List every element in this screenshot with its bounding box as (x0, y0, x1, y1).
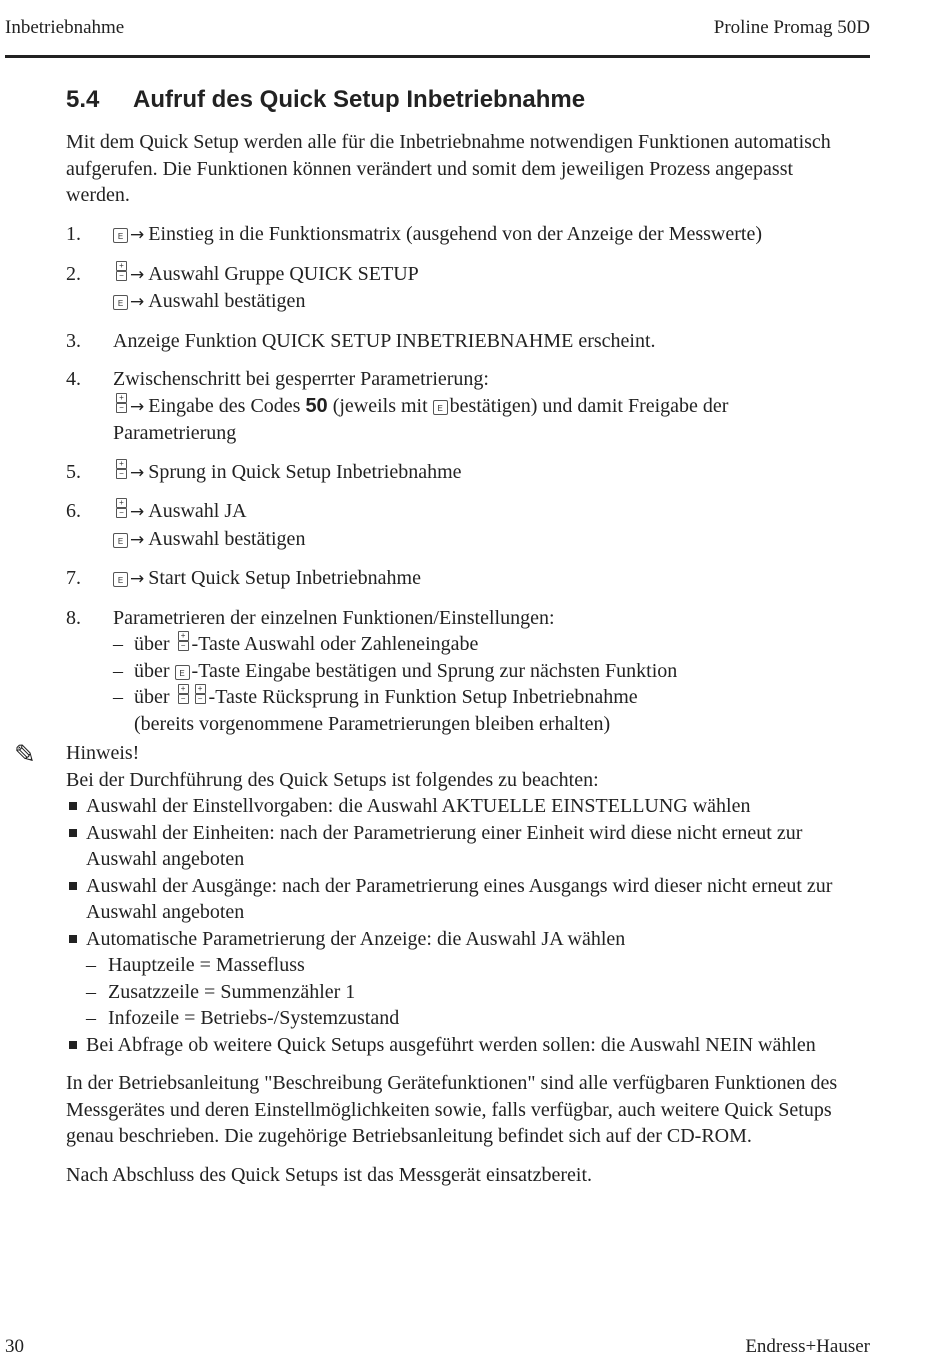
step-text: Auswahl JA (148, 500, 247, 522)
step-1 (66, 221, 876, 249)
step-number: 7. (66, 567, 81, 589)
enter-key-icon: E (113, 295, 128, 310)
intro-line: Mit dem Quick Setup werden alle für die Inbetriebnahme notwendigen Funktionen automatisch (66, 131, 831, 153)
step-sub-item: – über + − -Taste Auswahl oder Zahleneingabe (113, 631, 876, 658)
note-block (66, 740, 876, 793)
bullet-square-icon (69, 829, 77, 837)
enter-key-icon: E (113, 572, 128, 587)
list-item: Auswahl der Einheiten: nach der Parametrierung einer Einheit wird diese nicht erneut zur Auswahl angeboten (66, 820, 876, 873)
note-title: Hinweis! (66, 742, 140, 764)
page-number: 30 (5, 1336, 24, 1357)
esc-key-icon (175, 686, 190, 704)
enter-key-icon: E (433, 400, 448, 415)
arrow-icon: → (130, 462, 145, 483)
closing-paragraph: Nach Abschluss des Quick Setups ist das Messgerät einsatzbereit. (66, 1164, 593, 1186)
step-6 (66, 498, 876, 553)
step-4 (66, 366, 876, 447)
bullet-square-icon (69, 882, 77, 890)
step-text: Sprung in Quick Setup Inbetriebnahme (148, 460, 462, 483)
arrow-icon: → (130, 569, 145, 589)
intro-line: werden. (66, 184, 130, 206)
list-item: Auswahl der Ausgänge: nach der Parametrierung eines Ausgangs wird dieser nicht erneut zur Auswahl angeboten (66, 873, 876, 926)
bullet-square-icon (69, 802, 77, 810)
step-number: 3. (66, 329, 81, 352)
step-3 (66, 328, 876, 355)
enter-key-icon: E (175, 665, 190, 680)
bullet-square-icon (69, 1041, 77, 1049)
step-text: bestätigen) und damit Freigabe der (449, 394, 729, 417)
step-sub-item-continued: (bereits vorgenommene Parametrierungen bleiben erhalten) (134, 712, 611, 735)
step-text: Einstieg in die Funktionsmatrix (ausgehend von der Anzeige der Messwerte) (148, 223, 762, 245)
header-product: Proline Promag 50D (713, 17, 870, 38)
step-text: Auswahl bestätigen (148, 527, 306, 550)
arrow-icon: → (130, 292, 145, 312)
step-text: Start Quick Setup Inbetriebnahme (148, 567, 421, 589)
bullet-square-icon (69, 935, 77, 943)
step-text: (jeweils mit (332, 394, 428, 417)
arrow-icon: → (130, 529, 145, 550)
step-number: 1. (66, 223, 81, 245)
intro-line: aufgerufen. Die Funktionen können verändert und somit dem jeweiligen Prozess angepasst (66, 157, 794, 180)
pencil-icon: ✎ (14, 740, 36, 770)
section-title-text: Aufruf des Quick Setup Inbetriebnahme (133, 86, 586, 113)
section-title (66, 86, 585, 114)
list-sub-item: – Zusatzzeile = Summenzähler 1 (86, 980, 356, 1003)
step-text: Parametrierung (113, 422, 237, 444)
step-text: Auswahl Gruppe QUICK SETUP (148, 262, 419, 285)
step-number: 8. (66, 606, 81, 629)
description-paragraph: In der Betriebsanleitung "Beschreibung Gerätefunktionen" sind alle verfügbaren Funktionen des Messgerätes und deren Einstellmöglichkeiten sowie, falls verfügbar, auch weitere Quick Setups genau beschrieben. Die zugehörige Betriebsanleitung befindet sich auf der CD-ROM. (66, 1072, 838, 1147)
list-item: Automatische Parametrierung der Anzeige: die Auswahl JA wählen (66, 926, 876, 953)
step-number: 4. (66, 368, 81, 390)
step-number: 6. (66, 500, 81, 522)
header-chapter: Inbetriebnahme (5, 17, 125, 38)
list-sub-item: – Infozeile = Betriebs-/Systemzustand (86, 1007, 400, 1029)
plus-minus-key-icon (113, 395, 128, 413)
plus-minus-key-icon (113, 461, 128, 479)
header-rule (5, 55, 870, 58)
steps-list (66, 221, 876, 749)
step-text: Parametrieren der einzelnen Funktionen/Einstellungen: (113, 606, 555, 629)
step-2 (66, 261, 876, 316)
note-bullet-list (66, 793, 876, 1058)
list-item: Auswahl der Einstellvorgaben: die Auswahl AKTUELLE EINSTELLUNG wählen (66, 793, 876, 820)
step-number: 2. (66, 262, 81, 285)
step-text: Zwischenschritt bei gesperrter Parametrierung: (113, 368, 489, 390)
step-text: Anzeige Funktion QUICK SETUP INBETRIEBNAHME erscheint. (113, 329, 656, 352)
step-8 (66, 605, 876, 738)
arrow-icon: → (130, 225, 145, 245)
arrow-icon: → (130, 502, 145, 522)
step-text: Eingabe des Codes (148, 394, 301, 417)
step-5 (66, 459, 876, 487)
plus-minus-key-icon (113, 263, 128, 281)
plus-minus-key-icon (113, 500, 128, 518)
intro-paragraph (66, 129, 876, 209)
list-item: Bei Abfrage ob weitere Quick Setups ausgeführt werden sollen: die Auswahl NEIN wählen (66, 1032, 876, 1059)
step-7 (66, 565, 876, 593)
section-number: 5.4 (66, 86, 100, 113)
list-sub-item: – Hauptzeile = Massefluss (86, 954, 305, 976)
step-sub-item: – über E -Taste Eingabe bestätigen und Sprung zur nächsten Funktion (113, 659, 678, 682)
plus-minus-key-icon (175, 633, 190, 651)
code-value: 50 (305, 394, 328, 417)
step-text: Auswahl bestätigen (148, 290, 306, 312)
note-lead: Bei der Durchführung des Quick Setups ist folgendes zu beachten: (66, 768, 599, 791)
enter-key-icon: E (113, 228, 128, 243)
esc-key-icon (192, 686, 207, 704)
footer-brand: Endress+Hauser (745, 1336, 870, 1357)
enter-key-icon: E (113, 533, 128, 548)
step-sub-item: – über + −+ − -Taste Rücksprung in Funktion Setup Inbetriebnahme (113, 684, 876, 711)
arrow-icon: → (130, 264, 145, 285)
arrow-icon: → (130, 396, 145, 417)
step-number: 5. (66, 460, 81, 483)
